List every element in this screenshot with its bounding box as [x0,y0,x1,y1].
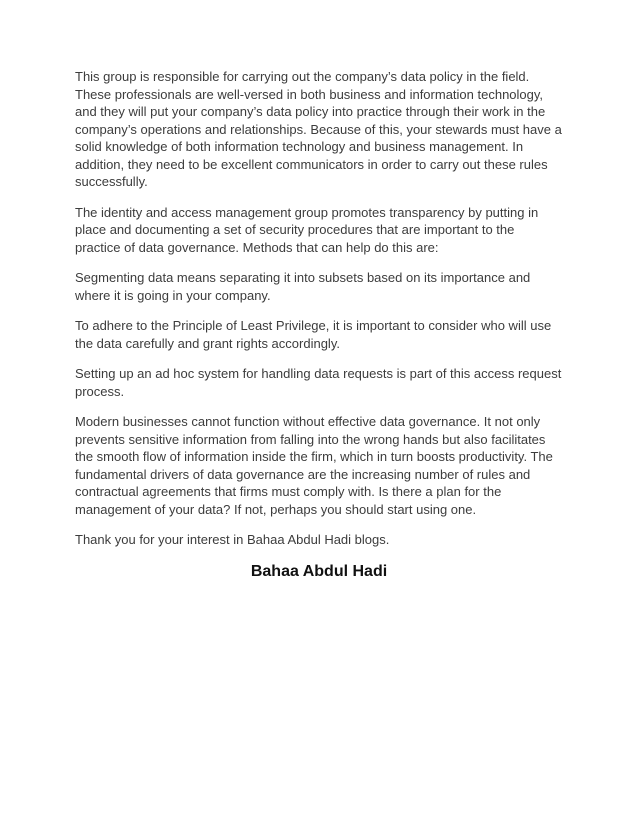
paragraph: The identity and access management group promotes transparency by putting in place and documenting a set of security procedures that are important to the practice of data governance. Methods that can help do this are: [75,204,539,255]
paragraph: Setting up an ad hoc system for handling data requests is part of this access request process. [75,366,562,399]
paragraph: This group is responsible for carrying out the company’s data policy in the field. These professionals are well-versed in both business and information technology, and they will put your company’s data policy into practice through their work in the company’s operations and relationships. Because of this, your stewards must have a solid knowledge of both information technology and business management. In addition, they need to be excellent communicators in order to carry out these rules successfully. [75,69,562,189]
signature: Bahaa Abdul Hadi [250,562,388,580]
paragraph: Segmenting data means separating it into subsets based on its importance and where it is going in your company. [75,270,531,303]
paragraph: To adhere to the Principle of Least Privilege, it is important to consider who will use the data carefully and grant rights accordingly. [75,318,552,351]
paragraph: Thank you for your interest in Bahaa Abdul Hadi blogs. [75,532,390,547]
paragraph: Modern businesses cannot function without effective data governance. It not only prevents sensitive information from falling into the wrong hands but also facilitates the smooth flow of information inside the firm, which in turn boosts productivity. The fundamental drivers of data governance are the increasing number of rules and contractual agreements that firms must comply with. Is there a plan for the management of your data? If not, perhaps you should start using one. [75,414,553,517]
